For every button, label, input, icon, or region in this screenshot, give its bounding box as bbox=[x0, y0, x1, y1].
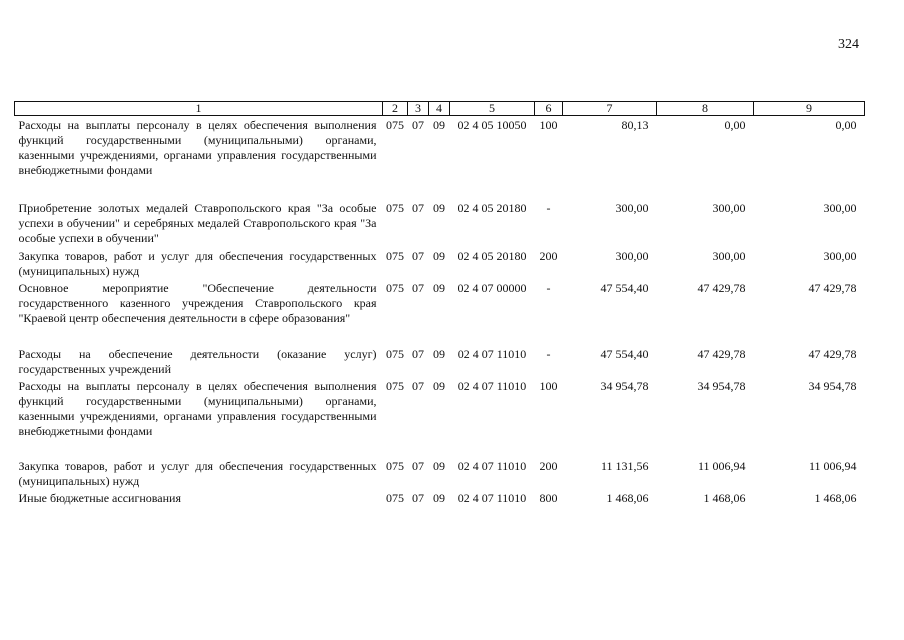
row-col-6: 100 bbox=[539, 378, 558, 393]
row-col-4: 09 bbox=[433, 378, 445, 393]
table-row bbox=[15, 199, 865, 247]
row-col-8: 1 468,06 bbox=[703, 490, 746, 505]
table-row bbox=[15, 116, 865, 199]
row-col-7: 47 554,40 bbox=[600, 280, 649, 295]
header-col-7: 7 bbox=[563, 102, 657, 116]
table-row bbox=[15, 279, 865, 345]
row-col-3: 07 bbox=[412, 200, 424, 215]
header-col-8: 8 bbox=[657, 102, 754, 116]
row-col-5: 02 4 05 10050 bbox=[457, 118, 527, 132]
row-col-7: 300,00 bbox=[615, 248, 649, 263]
row-col-2: 075 bbox=[386, 378, 404, 393]
row-col-6: - bbox=[546, 346, 551, 361]
row-col-3: 07 bbox=[412, 118, 424, 132]
row-col-2: 075 bbox=[386, 458, 404, 473]
table-row bbox=[15, 345, 865, 377]
row-col-5: 02 4 07 00000 bbox=[457, 280, 527, 295]
row-col-2: 075 bbox=[386, 490, 404, 505]
row-description: Закупка товаров, работ и услуг для обеспечения государственных (муниципальных) нужд bbox=[18, 248, 377, 278]
row-col-2: 075 bbox=[386, 200, 404, 215]
row-col-3: 07 bbox=[412, 280, 424, 295]
row-col-4: 09 bbox=[433, 200, 445, 215]
row-col-8: 47 429,78 bbox=[697, 346, 746, 361]
row-col-3: 07 bbox=[412, 248, 424, 263]
row-col-5: 02 4 05 20180 bbox=[457, 248, 527, 263]
header-col-1: 1 bbox=[15, 102, 383, 116]
row-col-6: 800 bbox=[539, 490, 558, 505]
row-col-5: 02 4 07 11010 bbox=[457, 346, 527, 361]
row-col-4: 09 bbox=[433, 248, 445, 263]
row-col-4: 09 bbox=[433, 490, 445, 505]
table-row bbox=[15, 457, 865, 489]
row-description: Расходы на выплаты персоналу в целях обеспечения выполнения функций государственными (муниципальными) органами, казенными учреждениями, органами управления государственными внебюджетными фондами bbox=[18, 378, 377, 438]
row-col-5: 02 4 07 11010 bbox=[457, 378, 527, 393]
header-col-4: 4 bbox=[429, 102, 450, 116]
row-col-9: 11 006,94 bbox=[808, 458, 857, 473]
row-col-5: 02 4 07 11010 bbox=[457, 490, 527, 505]
row-col-8: 11 006,94 bbox=[697, 458, 746, 473]
row-col-3: 07 bbox=[412, 378, 424, 393]
row-col-7: 47 554,40 bbox=[600, 346, 649, 361]
row-col-2: 075 bbox=[386, 118, 404, 132]
row-col-6: 100 bbox=[539, 118, 558, 132]
row-col-4: 09 bbox=[433, 118, 445, 132]
row-col-7: 1 468,06 bbox=[606, 490, 649, 505]
row-col-9: 47 429,78 bbox=[808, 280, 857, 295]
row-col-6: - bbox=[546, 280, 551, 295]
header-col-5: 5 bbox=[450, 102, 535, 116]
row-description: Закупка товаров, работ и услуг для обеспечения государственных (муниципальных) нужд bbox=[18, 458, 377, 488]
table-row bbox=[15, 377, 865, 457]
row-description: Иные бюджетные ассигнования bbox=[18, 490, 181, 505]
row-col-5: 02 4 07 11010 bbox=[457, 458, 527, 473]
row-col-8: 300,00 bbox=[712, 200, 746, 215]
row-col-5: 02 4 05 20180 bbox=[457, 200, 527, 215]
row-col-4: 09 bbox=[433, 346, 445, 361]
row-col-6: 200 bbox=[539, 248, 558, 263]
row-col-9: 34 954,78 bbox=[808, 378, 857, 393]
header-col-2: 2 bbox=[383, 102, 408, 116]
row-col-7: 11 131,56 bbox=[600, 458, 649, 473]
row-col-9: 300,00 bbox=[823, 248, 857, 263]
row-col-7: 34 954,78 bbox=[600, 378, 649, 393]
header-col-6: 6 bbox=[535, 102, 563, 116]
row-col-3: 07 bbox=[412, 490, 424, 505]
header-col-9: 9 bbox=[754, 102, 865, 116]
row-col-9: 300,00 bbox=[823, 200, 857, 215]
row-description: Расходы на обеспечение деятельности (оказание услуг) государственных учреждений bbox=[18, 346, 377, 376]
row-col-3: 07 bbox=[412, 346, 424, 361]
row-col-4: 09 bbox=[433, 458, 445, 473]
row-col-8: 47 429,78 bbox=[697, 280, 746, 295]
row-col-3: 07 bbox=[412, 458, 424, 473]
row-col-4: 09 bbox=[433, 280, 445, 295]
page-number: 324 bbox=[838, 37, 859, 52]
row-col-2: 075 bbox=[386, 248, 404, 263]
table-row bbox=[15, 247, 865, 279]
row-col-6: 200 bbox=[539, 458, 558, 473]
row-col-9: 47 429,78 bbox=[808, 346, 857, 361]
row-description: Приобретение золотых медалей Ставропольского края "За особые успехи в обучении" и серебряных медалей Ставропольского края "За особые успехи в обучении" bbox=[18, 200, 377, 245]
table-row bbox=[15, 489, 865, 507]
row-col-2: 075 bbox=[386, 280, 404, 295]
row-col-8: 300,00 bbox=[712, 248, 746, 263]
row-col-2: 075 bbox=[386, 346, 404, 361]
row-col-6: - bbox=[546, 200, 551, 215]
budget-table bbox=[14, 101, 865, 507]
row-col-9: 0,00 bbox=[835, 118, 857, 132]
table-header-row bbox=[15, 102, 865, 116]
row-col-9: 1 468,06 bbox=[814, 490, 857, 505]
row-col-8: 0,00 bbox=[724, 118, 746, 132]
row-col-7: 80,13 bbox=[621, 118, 649, 132]
row-description: Основное мероприятие "Обеспечение деятельности государственного казенного учреждения Ставропольского края "Краевой центр обеспечения деятельности в сфере образования" bbox=[18, 280, 377, 325]
header-col-3: 3 bbox=[408, 102, 429, 116]
row-col-7: 300,00 bbox=[615, 200, 649, 215]
row-col-8: 34 954,78 bbox=[697, 378, 746, 393]
row-description: Расходы на выплаты персоналу в целях обеспечения выполнения функций государственными (муниципальными) органами, казенными учреждениями, органами управления государственными внебюджетными фондами bbox=[18, 118, 377, 177]
